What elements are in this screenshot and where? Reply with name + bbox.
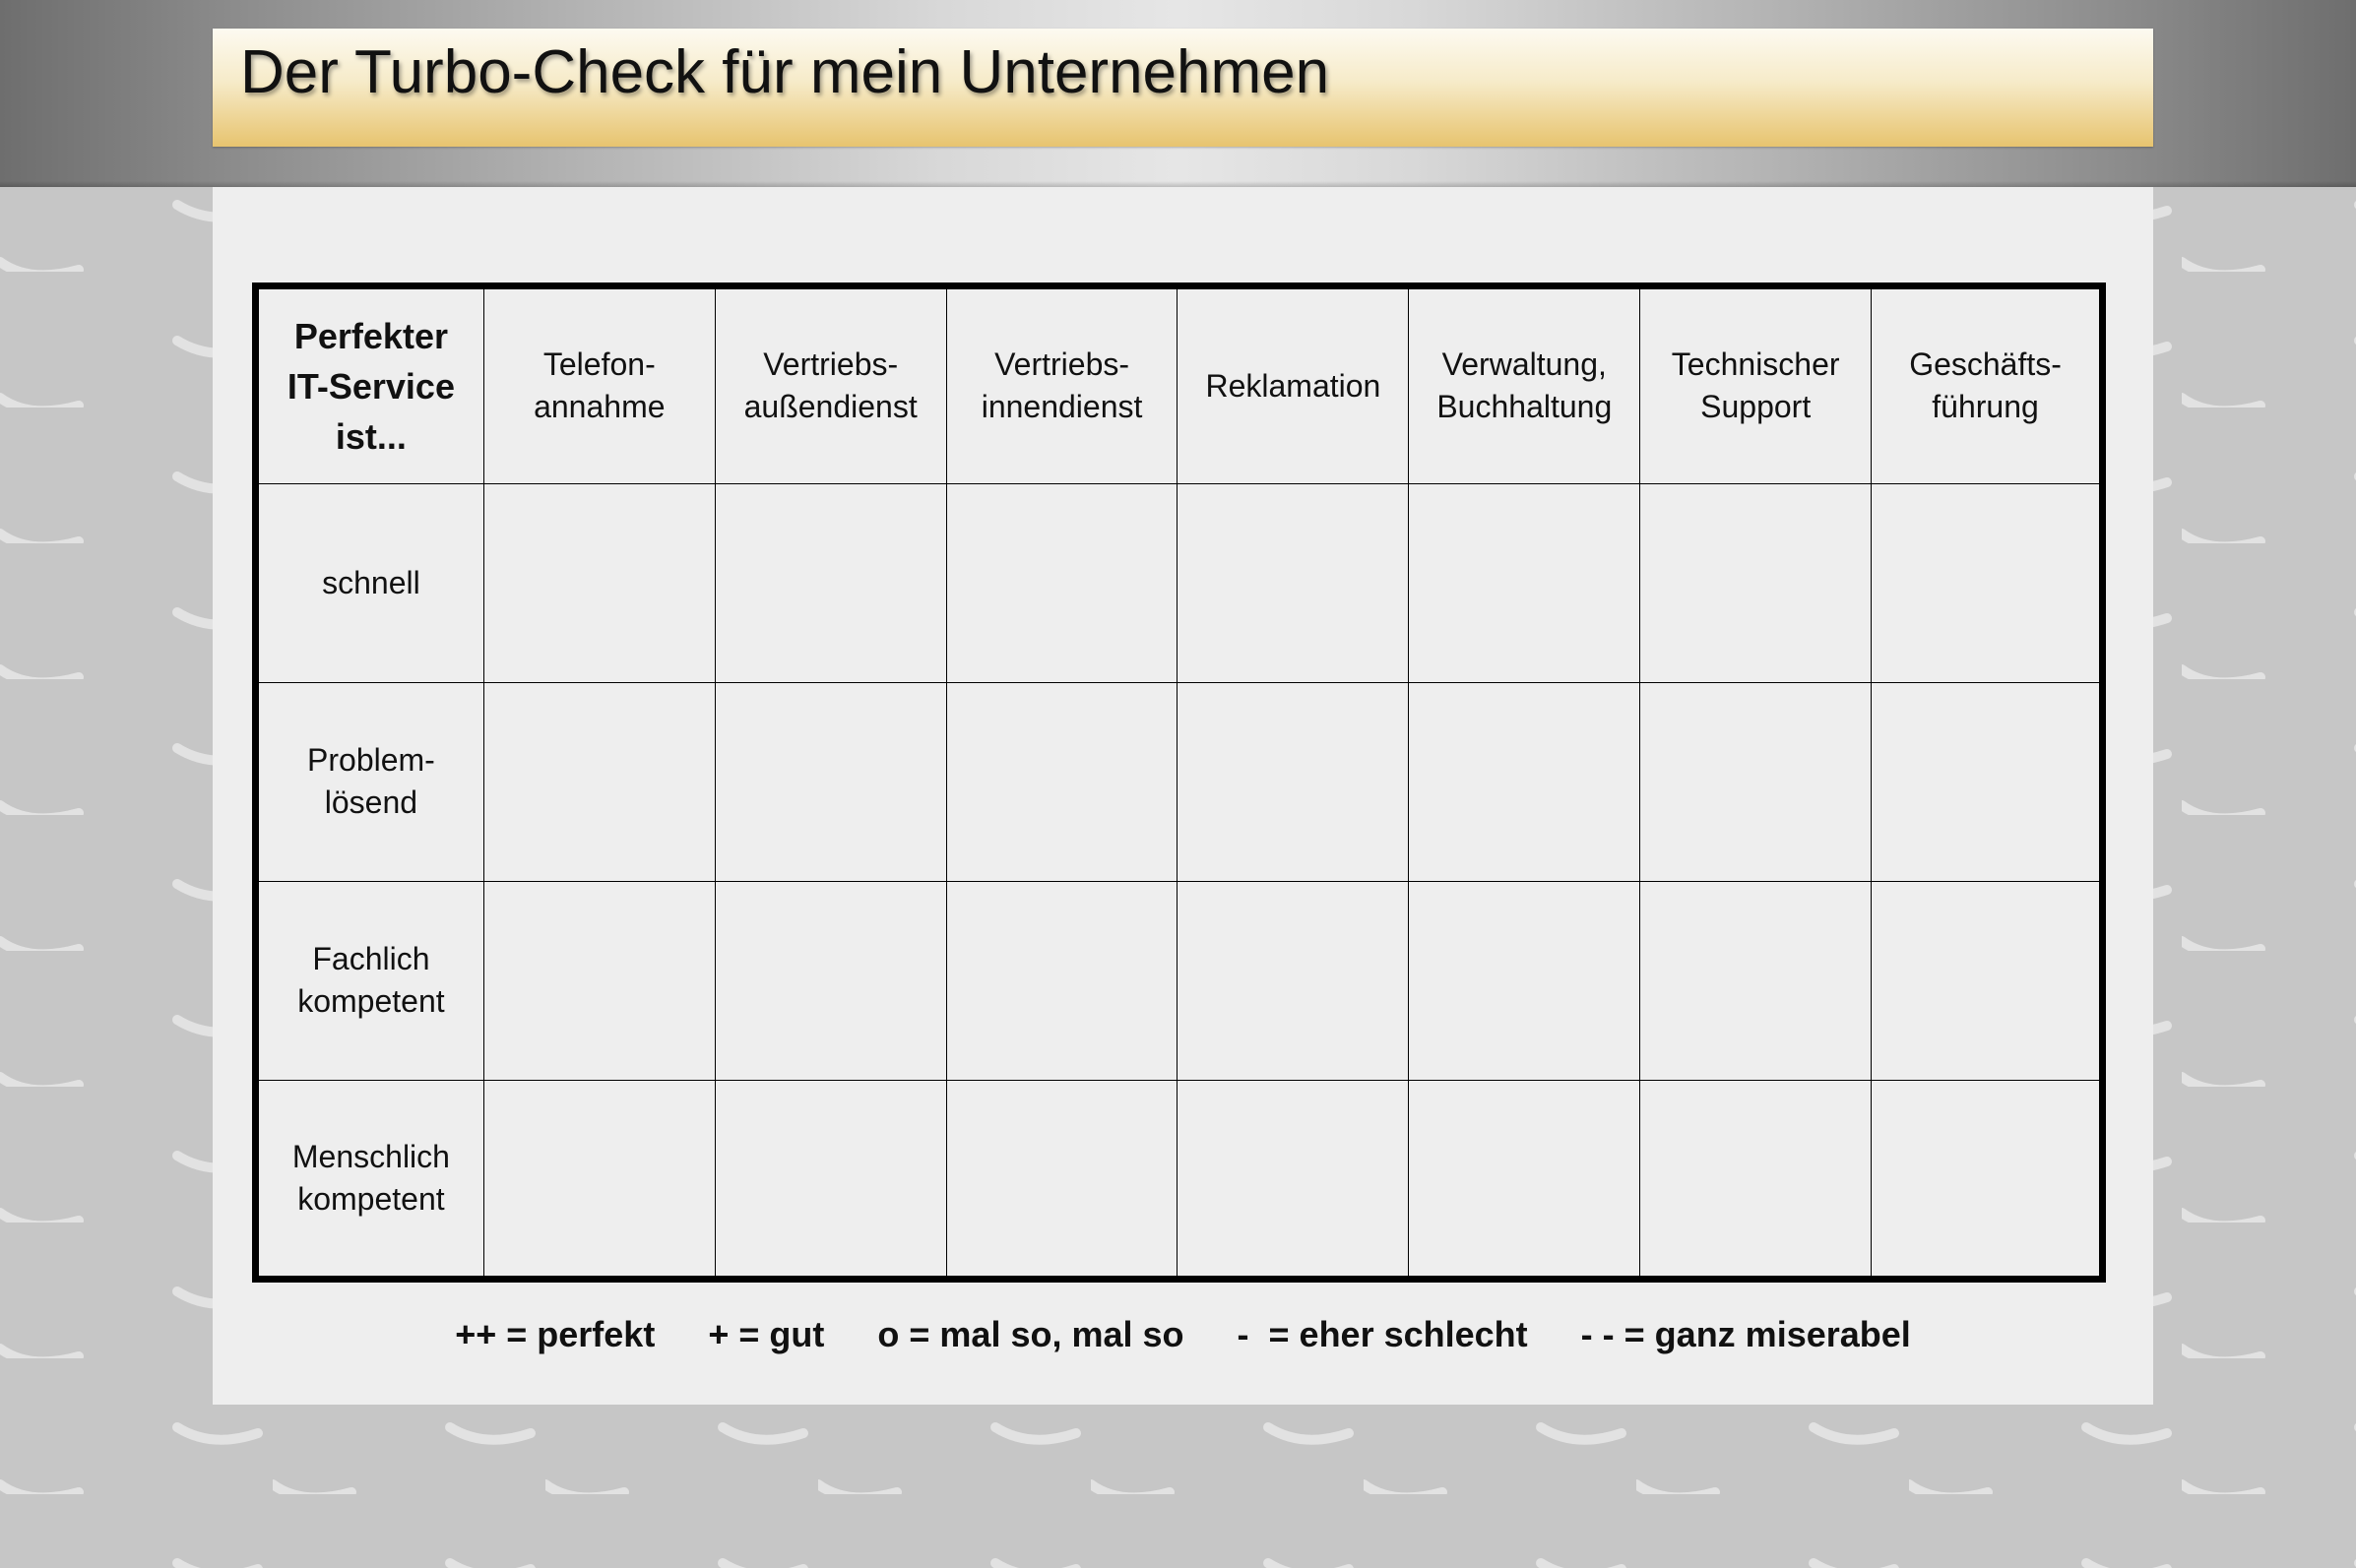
- column-header-technischer-support: [1640, 286, 1872, 484]
- title-bar: [213, 29, 2153, 147]
- rating-cell: [1178, 1080, 1409, 1279]
- rating-cell: [715, 1080, 946, 1279]
- column-header-reklamation: [1178, 286, 1409, 484]
- rating-cell: [1872, 483, 2103, 682]
- rating-cell: [1409, 1080, 1640, 1279]
- column-header-vertriebsaussendienst: [715, 286, 946, 484]
- column-header-label: Telefon- annahme: [534, 346, 666, 425]
- content-panel: [213, 187, 2153, 1405]
- rating-cell: [1640, 881, 1872, 1080]
- legend-item-ganz-miserabel: - - = ganz miserabel: [1580, 1314, 1911, 1354]
- rating-cell: [483, 483, 715, 682]
- rating-cell: [1178, 483, 1409, 682]
- row-label: Fachlich kompetent: [297, 941, 445, 1020]
- rating-cell: [715, 682, 946, 881]
- rating-cell: [946, 483, 1178, 682]
- legend-item-perfekt: ++ = perfekt: [455, 1314, 656, 1354]
- rating-cell: [946, 881, 1178, 1080]
- column-header-telefonannahme: [483, 286, 715, 484]
- legend-item-gut: + = gut: [708, 1314, 825, 1354]
- column-header-label: Vertriebs- außendienst: [743, 346, 918, 425]
- table-row-problemloesend: [256, 682, 2103, 881]
- rating-cell: [1640, 682, 1872, 881]
- rating-cell: [1409, 682, 1640, 881]
- corner-label: Perfekter IT-Service ist...: [287, 315, 455, 458]
- rating-cell: [483, 682, 715, 881]
- table-corner-cell: [256, 286, 484, 484]
- row-label: Menschlich kompetent: [291, 1138, 450, 1217]
- rating-cell: [1872, 682, 2103, 881]
- table-row-fachlich-kompetent: [256, 881, 2103, 1080]
- rating-cell: [946, 1080, 1178, 1279]
- table-header-row: [256, 286, 2103, 484]
- rating-cell: [1640, 483, 1872, 682]
- column-header-verwaltung-buchhaltung: [1409, 286, 1640, 484]
- rating-cell: [1178, 682, 1409, 881]
- column-header-geschaeftsfuehrung: [1872, 286, 2103, 484]
- table-row-menschlich-kompetent: [256, 1080, 2103, 1279]
- rating-cell: [1872, 881, 2103, 1080]
- row-header-cell: [256, 1080, 484, 1279]
- row-header-cell: [256, 881, 484, 1080]
- page-title: Der Turbo-Check für mein Unternehmen: [240, 38, 1330, 106]
- row-header-cell: [256, 483, 484, 682]
- column-header-label: Technischer Support: [1671, 346, 1840, 425]
- row-label: Problem- lösend: [307, 742, 435, 821]
- rating-cell: [1178, 881, 1409, 1080]
- turbo-check-table: [252, 282, 2106, 1283]
- rating-cell: [715, 881, 946, 1080]
- row-label: schnell: [322, 564, 420, 600]
- column-header-label: Reklamation: [1205, 367, 1381, 404]
- rating-cell: [946, 682, 1178, 881]
- rating-legend: [213, 1314, 2153, 1355]
- rating-cell: [1409, 483, 1640, 682]
- rating-cell: [1640, 1080, 1872, 1279]
- rating-cell: [1409, 881, 1640, 1080]
- table-row-schnell: [256, 483, 2103, 682]
- row-header-cell: [256, 682, 484, 881]
- rating-cell: [715, 483, 946, 682]
- rating-cell: [483, 881, 715, 1080]
- column-header-label: Geschäfts- führung: [1909, 346, 2062, 425]
- rating-cell: [483, 1080, 715, 1279]
- legend-item-mal-so: o = mal so, mal so: [877, 1314, 1184, 1354]
- legend-item-eher-schlecht: - = eher schlecht: [1237, 1314, 1528, 1354]
- column-header-label: Verwaltung, Buchhaltung: [1436, 346, 1613, 425]
- rating-cell: [1872, 1080, 2103, 1279]
- column-header-vertriebsinnendienst: [946, 286, 1178, 484]
- column-header-label: Vertriebs- innendienst: [981, 346, 1143, 425]
